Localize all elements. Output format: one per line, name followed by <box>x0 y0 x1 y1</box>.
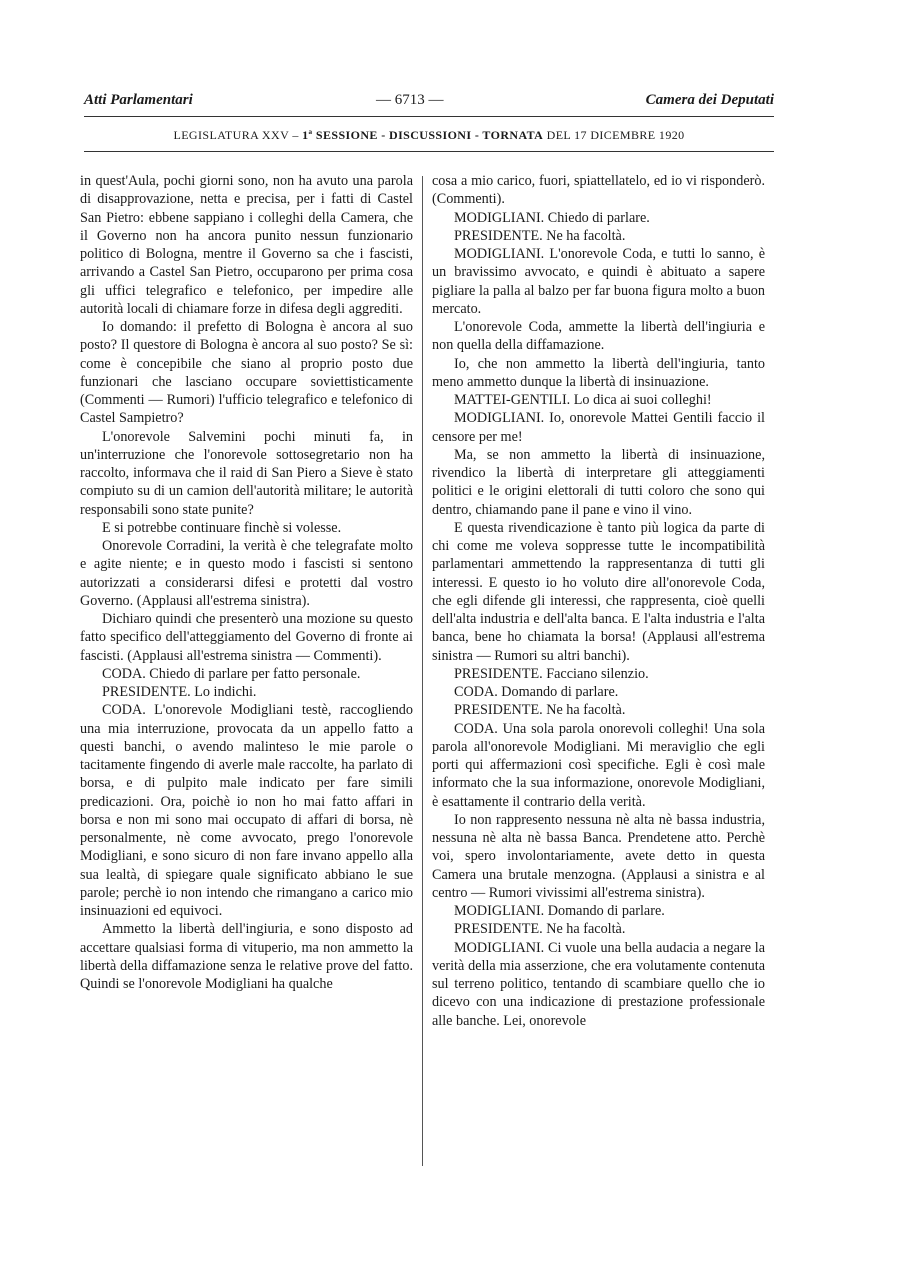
column-divider <box>422 176 423 1166</box>
subheader-session: 1ª SESSIONE - DISCUSSIONI - TORNATA <box>302 128 544 142</box>
header-left: Atti Parlamentari <box>84 92 193 108</box>
paragraph: Io non rappresento nessuna nè alta nè bassa industria, nessuna nè alta nè bassa Banca. Prendetene atto. Perchè voi, spero involontariamente, avete detto in questa Camera una brutale menzogna. (Applausi a sinistra e al centro — Rumori vivissimi all'estrema sinistra). <box>432 811 765 901</box>
left-column <box>80 172 413 993</box>
paragraph: E si potrebbe continuare finchè si volesse. <box>102 519 342 536</box>
page-number: — 6713 — <box>376 92 444 108</box>
header-rule-top <box>84 116 774 117</box>
paragraph: MODIGLIANI. Domando di parlare. <box>454 903 665 919</box>
paragraph: cosa a mio carico, fuori, spiattellatelo, ed io vi risponderò. (Commenti). <box>432 173 765 208</box>
paragraph: MODIGLIANI. L'onorevole Coda, e tutti lo sanno, è un bravissimo avvocato, e quindi è abituato a sapere pigliare la palla al balzo per far buona figura molto a buon mercato. <box>432 246 765 317</box>
paragraph: CODA. Chiedo di parlare per fatto personale. <box>102 665 361 682</box>
paragraph: CODA. Domando di parlare. <box>454 684 619 700</box>
paragraph: MODIGLIANI. Io, onorevole Mattei Gentili faccio il censore per me! <box>432 410 765 445</box>
subheader-prefix: LEGISLATURA XXV – <box>173 128 299 142</box>
paragraph: MODIGLIANI. Chiedo di parlare. <box>454 209 650 226</box>
paragraph: L'onorevole Coda, ammette la libertà dell'ingiuria e non quella della diffamazione. <box>432 319 765 354</box>
paragraph: PRESIDENTE. Lo indichi. <box>102 684 257 700</box>
paragraph: Ammetto la libertà dell'ingiuria, e sono disposto ad accettare qualsiasi forma di vituperio, ma non ammetto la libertà della diffamazione senza le relative prove del fatto. Quindi se l'onorevole Modigliani ha qualche <box>80 921 413 992</box>
paragraph: Dichiaro quindi che presenterò una mozione su questo fatto specifico dell'atteggiamento del Governo di fronte ai fascisti. (Applausi all'estrema sinistra — Commenti). <box>80 611 413 664</box>
paragraph: Io domando: il prefetto di Bologna è ancora al suo posto? Il questore di Bologna è ancora al suo posto? Se sì: come è concepibile che siano al proprio posto due funzionari che lasciano occupare soviettisticamente (Commenti — Rumori) l'ufficio telegrafico e telefonico di Castel Sampietro? <box>80 319 413 427</box>
right-column <box>432 172 765 1030</box>
paragraph: CODA. Una sola parola onorevoli colleghi! Una sola parola all'onorevole Modigliani. Mi meraviglio che egli porti qui affermazioni così specifiche. Egli è così male informato che la sua informazione, onorevole Modigliani, è esattamente il contrario della verità. <box>432 720 765 810</box>
header-right: Camera dei Deputati <box>645 92 774 108</box>
paragraph: E questa rivendicazione è tanto più logica da parte di chi come me voleva soppresse tutte le incompatibilità parlamentari ammettendo la rappresentanza di tutti gli interessi. E questo io ho voluto dire all'onorevole Coda, che egli difende gli interessi, che rappresenta, cioè quelli dell'alta industria e dell'alta banca. E l'alta industria e l'alta banca, bene ho chiamata la borsa! (Applausi all'estrema sinistra — Rumori su altri banchi). <box>432 519 765 664</box>
paragraph: MODIGLIANI. Ci vuole una bella audacia a negare la verità della mia asserzione, che era volutamente contenuta sul terreno politico, tentando di scambiare quello che io dicevo con una indicazione di prestazione professionale alle banche. Lei, onorevole <box>432 939 765 1029</box>
paragraph: Onorevole Corradini, la verità è che telegrafate molto e agite niente; e in questo modo i fascisti si sentono autorizzati a considerarsi difesi e protetti dal vostro Governo. (Applausi all'estrema sinistra). <box>80 538 413 609</box>
paragraph: L'onorevole Salvemini pochi minuti fa, in un'interruzione che l'onorevole sottosegretario non ha raccolto, informava che il raid di San Piero a Sieve è stato compiuto su di un camion dell'autorità militare; le autorità responsabili sono state punite? <box>80 428 413 518</box>
header-rule-bottom <box>84 151 774 152</box>
subheader-date: DEL 17 DICEMBRE 1920 <box>546 128 685 142</box>
paragraph: PRESIDENTE. Ne ha facoltà. <box>454 921 626 938</box>
paragraph: Ma, se non ammetto la libertà di insinuazione, rivendico la libertà di interpretare gli atteggiamenti politici e le origini elettorali di tutti coloro che sono qui dentro, chiamando pane il pane e vino il vino. <box>432 446 765 518</box>
paragraph: in quest'Aula, pochi giorni sono, non ha avuto una parola di disapprovazione, netta e precisa, per i fatti di Castel San Pietro: ebbene sappiano i colleghi della Camera, che il Governo non ha ancora punito nessun funzionario politico di Bologna, mentre il Governo sa che i fascisti, arrivando a Castel San Pietro, occuparono per prima cosa gli uffici telegrafico e telefonico, per impedire alle autorità locali di chiamare forze in difesa degli aggrediti. <box>80 173 413 317</box>
paragraph: Io, che non ammetto la libertà dell'ingiuria, tanto meno ammetto dunque la libertà di insinuazione. <box>432 355 765 390</box>
paragraph: PRESIDENTE. Facciano silenzio. <box>454 665 649 682</box>
paragraph: CODA. L'onorevole Modigliani testè, raccogliendo una mia interruzione, provocata da un appello fatto a questi banchi, o avendo malinteso le mie parole o tacitamente fingendo di averle male raccolte, ha parlato di borsa, e di pulpito male indicato per fare simili predicazioni. Ora, poichè io non ho mai fatto affari in borsa e non mi sono mai occupato di affari di borsa, nè personalmente, nè come avvocato, prego l'onorevole Modigliani, e sono sicuro di non fare invano appello alla sua lealtà, di spiegare quale significato abbiano le sue parole; perchè io non intendo che rimangano a carico mio insinuazioni ed equivoci. <box>80 702 413 919</box>
session-subheader <box>84 128 774 143</box>
paragraph: PRESIDENTE. Ne ha facoltà. <box>454 702 626 719</box>
paragraph: MATTEI-GENTILI. Lo dica ai suoi colleghi! <box>454 392 712 408</box>
paragraph: PRESIDENTE. Ne ha facoltà. <box>454 227 626 244</box>
